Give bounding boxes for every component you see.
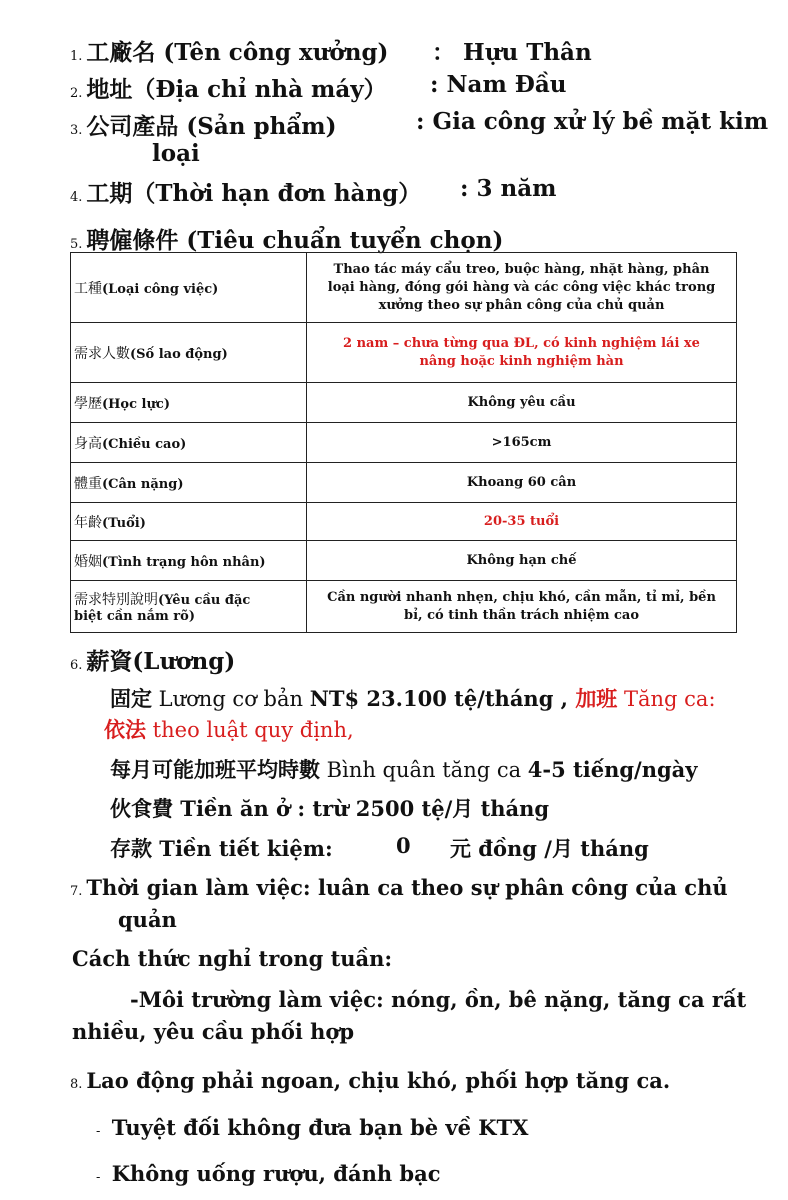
salary-base-line: 固定 Lương cơ bản NT$ 23.100 tệ/tháng , 加班 Tăng ca:: [110, 686, 716, 711]
table-row: [71, 541, 737, 581]
product-value: : Gia công xử lý bề mặt kim: [416, 108, 769, 135]
item-number: 5.: [70, 237, 83, 252]
item-product: [70, 108, 336, 141]
item-conditions: [70, 222, 503, 255]
overtime-law-line: 依法 theo luật quy định,: [104, 718, 354, 742]
table-row: [71, 253, 737, 323]
overtime-hours-line: 每月可能加班平均時數 Bình quân tăng ca 4-5 tiếng/ngày: [110, 757, 698, 782]
savings-line: 存款 Tiền tiết kiệm:: [110, 836, 333, 861]
table-value: 2 nam – chưa từng qua ĐL, có kinh nghiệm lái xe nâng hoặc kinh nghiệm hàn: [307, 323, 737, 383]
savings-amount: 0: [396, 833, 411, 858]
item-term: [70, 175, 421, 208]
table-key: 婚姻(Tình trạng hôn nhân): [71, 541, 307, 581]
item-number: 3.: [70, 123, 83, 138]
table-key: 工種(Loại công việc): [71, 253, 307, 323]
factory-label: (Tên công xưởng): [155, 39, 389, 66]
item-number: 4.: [70, 190, 83, 205]
item-factory-name: [70, 34, 388, 67]
product-label: (Sản phẩm): [178, 113, 337, 140]
table-value: Không yêu cầu: [307, 383, 737, 423]
table-value: Thao tác máy cẩu treo, buộc hàng, nhặt hàng, phân loại hàng, đóng gói hàng và các công việc khác trong xưởng theo sự phân công của chủ quản: [307, 253, 737, 323]
rule-no-alcohol: - Không uống rượu, đánh bạc: [96, 1161, 441, 1186]
requirements-table: [70, 252, 737, 633]
term-label: （Thời hạn đơn hàng）: [132, 180, 422, 207]
table-value: >165cm: [307, 423, 737, 463]
address-label-cn: 地址: [86, 77, 133, 103]
item-address: [70, 71, 387, 104]
table-value: Không hạn chế: [307, 541, 737, 581]
work-time-line-cont: quản: [118, 907, 177, 932]
savings-unit: 元 đồng /月 tháng: [450, 836, 649, 861]
conditions-label-cn: 聘僱條件: [86, 228, 179, 254]
environment-line-cont: nhiều, yêu cầu phối hợp: [72, 1019, 355, 1044]
rules-line: 8. Lao động phải ngoan, chịu khó, phối hợp tăng ca.: [70, 1068, 671, 1093]
table-value: Cần người nhanh nhẹn, chịu khó, cần mẫn, tỉ mỉ, bền bỉ, có tinh thần trách nhiệm cao: [307, 581, 737, 633]
weekly-rest-line: Cách thức nghỉ trong tuần:: [72, 946, 393, 971]
salary-heading: 6. 薪資(Lương): [70, 648, 236, 675]
item-number: 1.: [70, 49, 83, 64]
address-value: : Nam Đầu: [430, 71, 567, 98]
table-row: [71, 581, 737, 633]
table-row: [71, 383, 737, 423]
item-number: 2.: [70, 86, 83, 101]
table-value: 20-35 tuổi: [307, 503, 737, 541]
product-label-cn: 公司產品: [86, 114, 179, 140]
address-label: （Địa chỉ nhà máy）: [132, 76, 387, 103]
factory-label-cn: 工廠名: [86, 40, 156, 66]
meal-fee-line: 伙食費 Tiền ăn ở : trừ 2500 tệ/月 tháng: [110, 796, 550, 821]
table-key: 年齡(Tuổi): [71, 503, 307, 541]
item-number: 7.: [70, 884, 83, 899]
table-row: [71, 323, 737, 383]
item-number: 6.: [70, 658, 83, 673]
table-key: 學歷(Học lực): [71, 383, 307, 423]
table-value: Khoang 60 cân: [307, 463, 737, 503]
table-row: [71, 423, 737, 463]
table-key: 身高(Chiều cao): [71, 423, 307, 463]
product-value-cont: loại: [152, 140, 200, 167]
rule-no-friends: - Tuyệt đối không đưa bạn bè về KTX: [96, 1115, 529, 1140]
table-key: 需求特別說明(Yêu cầu đặc biệt cần nắm rõ): [71, 581, 307, 633]
table-key: 需求人數(Số lao động): [71, 323, 307, 383]
work-time-line: 7. Thời gian làm việc: luân ca theo sự phân công của chủ: [70, 875, 728, 900]
table-row: [71, 503, 737, 541]
table-key: 體重(Cân nặng): [71, 463, 307, 503]
item-number: 8.: [70, 1077, 83, 1092]
term-value: : 3 năm: [460, 175, 557, 202]
factory-value: ： Hựu Thân: [432, 39, 592, 66]
conditions-label: (Tiêu chuẩn tuyển chọn): [178, 227, 504, 254]
environment-line: -Môi trường làm việc: nóng, ồn, bê nặng, tăng ca rất: [130, 987, 747, 1012]
term-label-cn: 工期: [86, 181, 133, 207]
table-row: [71, 463, 737, 503]
